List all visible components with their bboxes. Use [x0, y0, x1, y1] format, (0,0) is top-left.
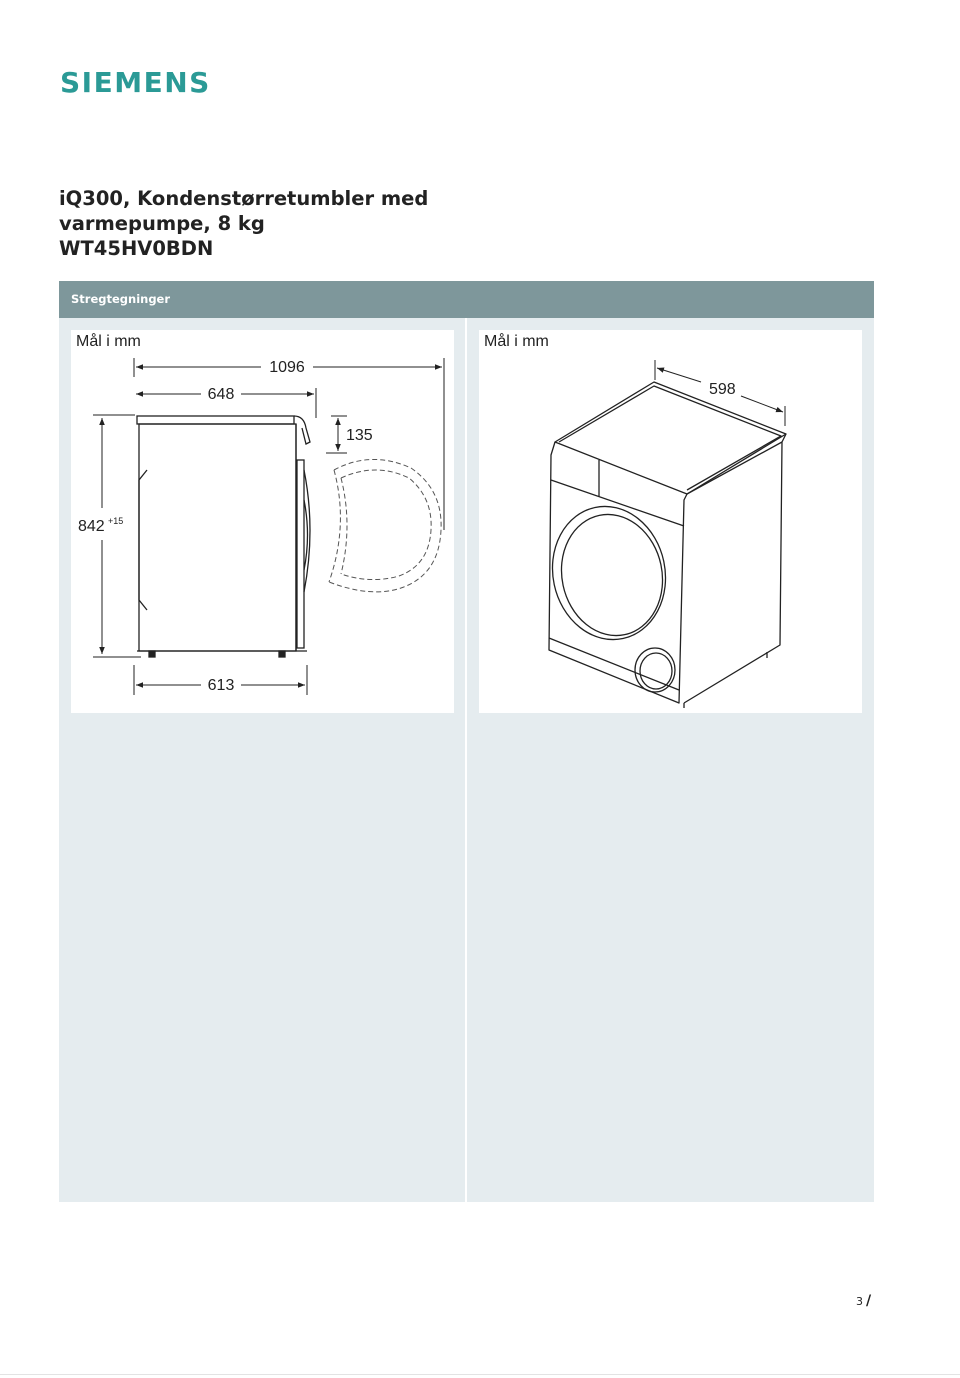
- iso-view-svg: [479, 330, 862, 713]
- section-header: Stregtegninger: [59, 281, 874, 318]
- dim-door: 135: [346, 427, 373, 444]
- dim-height: 842: [78, 518, 105, 535]
- product-title: [59, 186, 479, 261]
- siemens-logo: SIEMENS: [60, 66, 211, 99]
- drawing-panel-iso: [467, 318, 874, 1202]
- page-number: [856, 1293, 871, 1309]
- title-line-2: varmepumpe, 8 kg: [59, 212, 265, 235]
- unit-label: Mål i mm: [76, 333, 141, 350]
- drawing-panel-side: [59, 318, 465, 1202]
- page-slash: /: [866, 1293, 872, 1309]
- dim-base-depth: 613: [207, 677, 235, 694]
- model-number: WT45HV0BDN: [59, 237, 214, 260]
- page-bottom-divider: [0, 1374, 960, 1375]
- dim-width: 598: [709, 381, 736, 398]
- iso-view-drawing: [479, 330, 862, 713]
- unit-label: Mål i mm: [484, 333, 549, 350]
- title-line-1: iQ300, Kondenstørretumbler med: [59, 187, 429, 210]
- side-view-svg: [71, 330, 454, 713]
- page-number-value: 3: [856, 1295, 863, 1308]
- dim-depth: 648: [207, 386, 235, 403]
- side-view-drawing: [71, 330, 454, 713]
- dim-height-tolerance: +15: [108, 516, 124, 526]
- dim-total-depth: 1096: [269, 359, 305, 376]
